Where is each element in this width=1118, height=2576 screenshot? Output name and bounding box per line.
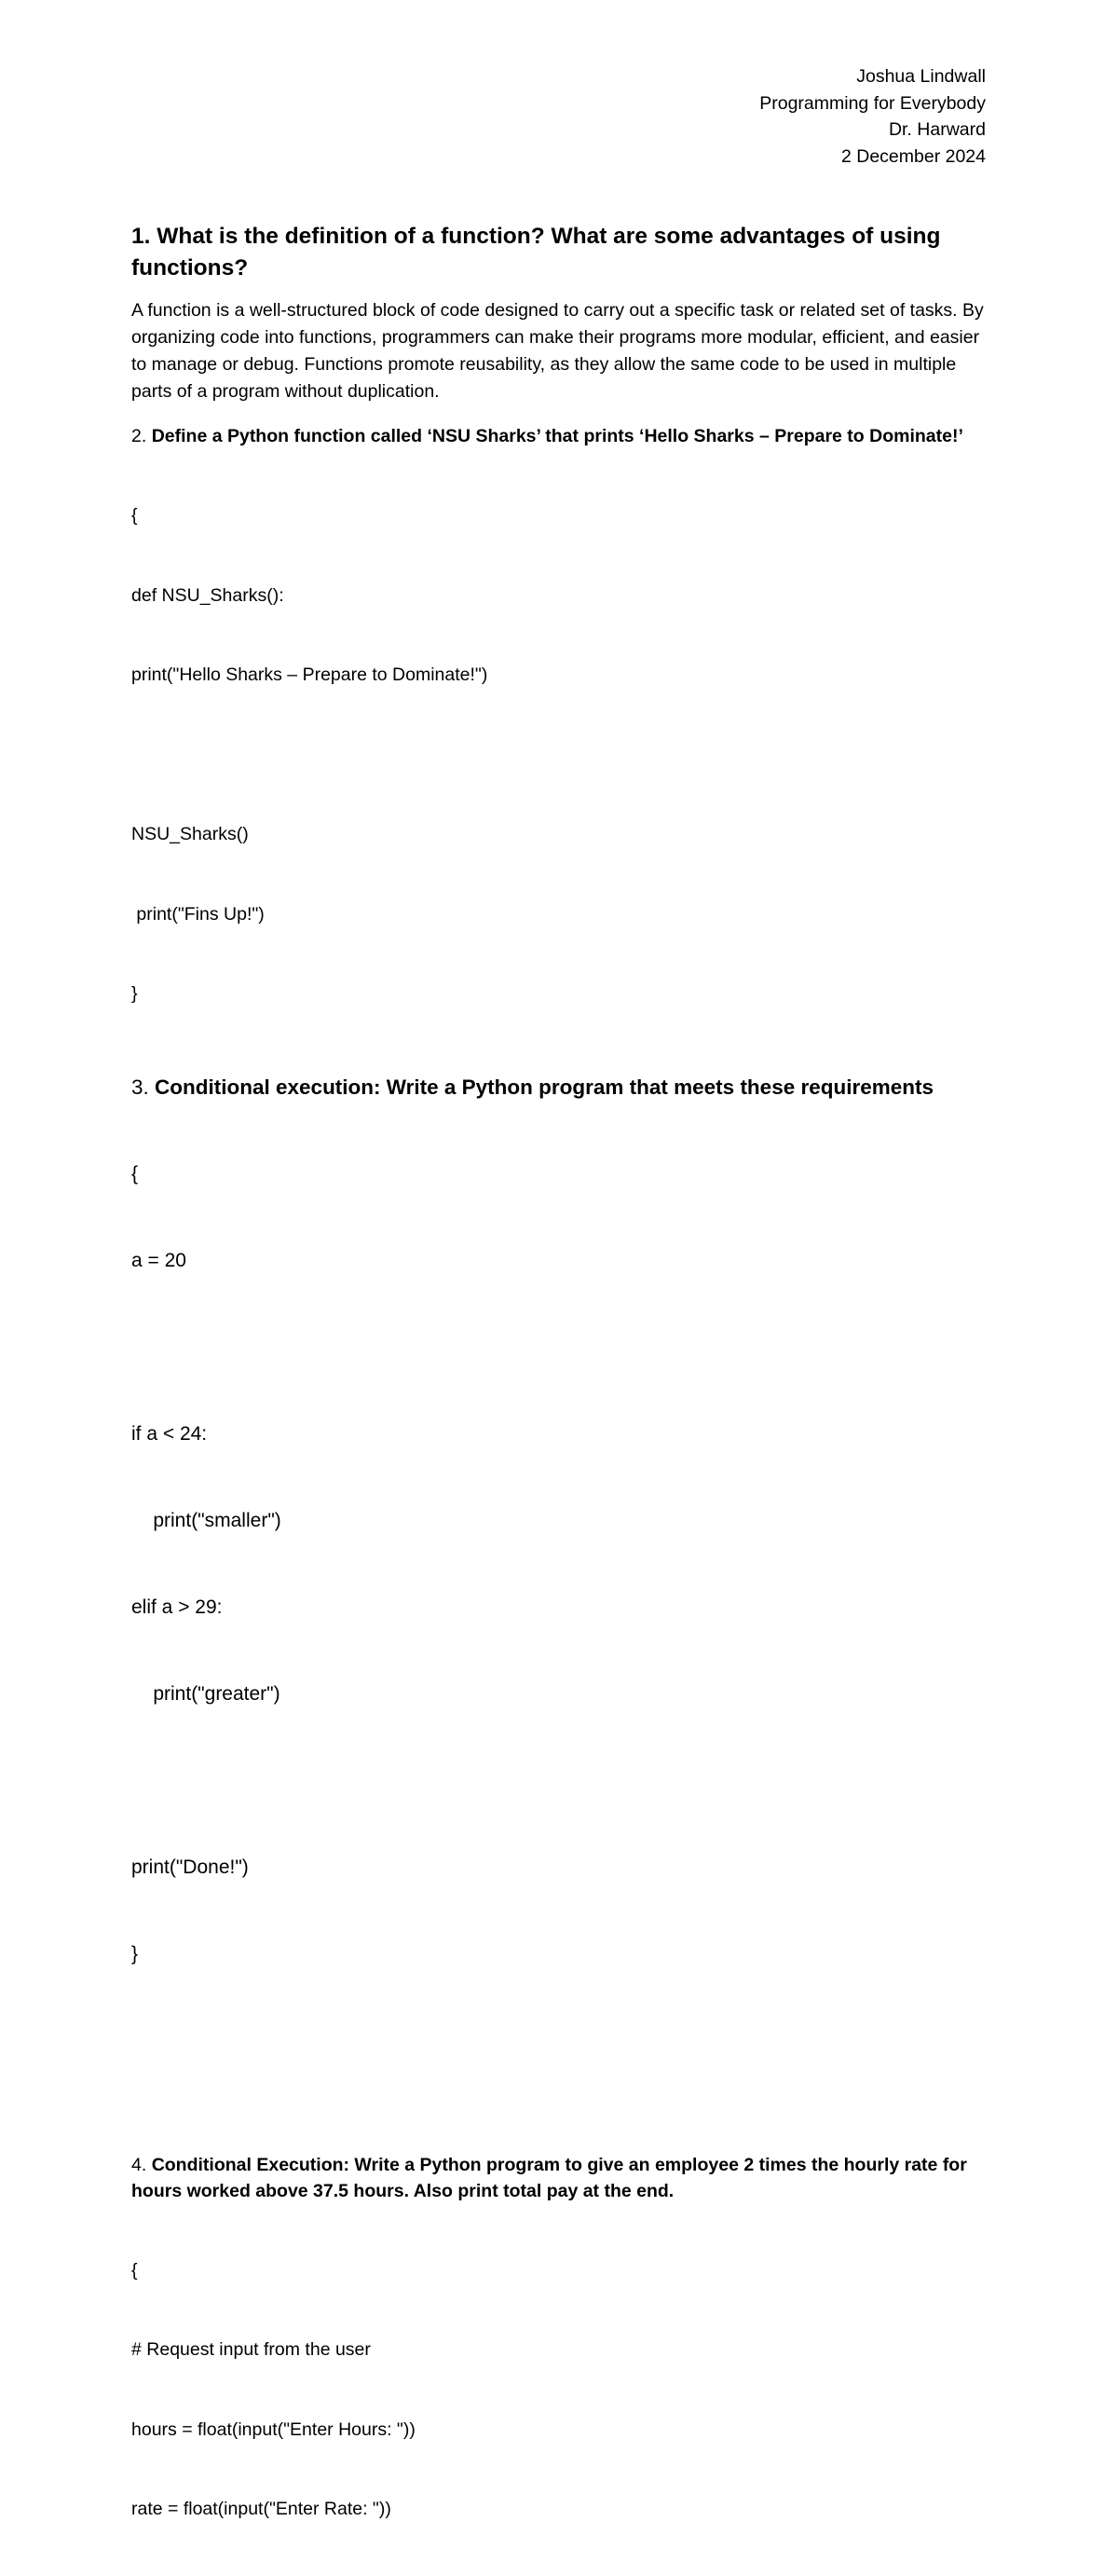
code-line: print("Fins Up!") <box>131 903 265 925</box>
question-3-heading <box>131 1073 988 1102</box>
code-line: # Request input from the user <box>131 2339 371 2360</box>
code-line: print("greater") <box>131 1682 280 1705</box>
code-line: hours = float(input("Enter Hours: ")) <box>131 2418 416 2440</box>
code-line: if a < 24: <box>131 1422 208 1445</box>
question-3-number: 3. <box>131 1075 156 1099</box>
author-name: Joshua Lindwall <box>856 66 986 87</box>
question-2-number: 2. <box>131 426 152 446</box>
question-1-heading: 1. What is the definition of a function? What are some advantages of using functions? <box>131 224 941 281</box>
code-line: { <box>131 505 138 526</box>
code-line: print("smaller") <box>131 1509 281 1531</box>
code-line: { <box>131 1162 139 1185</box>
document-date: 2 December 2024 <box>840 145 986 167</box>
code-line: } <box>131 1942 139 1965</box>
question-4-prompt: Conditional Execution: Write a Python program to give an employee 2 times the hourly rate for hours worked above 37.5 hours. Also print total pay at the end. <box>131 2154 967 2201</box>
code-line: print("Hello Sharks – Prepare to Dominate!") <box>131 665 488 685</box>
instructor-name: Dr. Harward <box>888 119 986 141</box>
code-line: elif a > 29: <box>131 1596 223 1618</box>
course-name: Programming for Everybody <box>759 92 986 114</box>
code-line <box>131 1766 988 1795</box>
code-line: def NSU_Sharks(): <box>131 584 284 606</box>
document-header <box>759 63 986 170</box>
code-line: NSU_Sharks() <box>131 824 249 844</box>
question-3-prompt: Conditional execution: Write a Python program that meets these requirements <box>155 1075 934 1099</box>
question-3-code <box>131 1102 988 2026</box>
document-body <box>131 221 988 2576</box>
code-line: { <box>131 2259 138 2281</box>
code-line <box>131 1333 988 1362</box>
code-line: print("Done!") <box>131 1856 249 1878</box>
question-4-heading <box>131 2152 988 2204</box>
code-line: rate = float(input("Enter Rate: ")) <box>131 2499 391 2519</box>
question-1-answer: A function is a well-structured block of code designed to carry out a specific task or related set of tasks. By organizing code into functions, programmers can make their programs more modular, efficient, and easier to manage or debug. Functions promote reusability, as they allow the same code to be used in multiple parts of a program without duplication. <box>131 300 984 402</box>
question-4-code <box>131 2204 988 2576</box>
code-line: a = 20 <box>131 1249 186 1271</box>
question-4-number: 4. <box>131 2154 152 2175</box>
question-2-heading <box>131 423 988 449</box>
question-2-code <box>131 449 988 1061</box>
code-line <box>131 742 988 769</box>
code-line: } <box>131 983 138 1004</box>
question-2-prompt: Define a Python function called ‘NSU Sharks’ that prints ‘Hello Sharks – Prepare to Dominate!’ <box>151 426 963 446</box>
